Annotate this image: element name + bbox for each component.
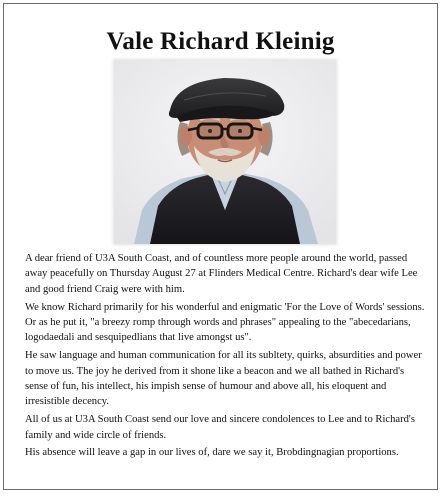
paragraph: His absence will leave a gap in our lives of, dare we say it, Brobdingnagian proportions. xyxy=(25,447,399,459)
obituary-text xyxy=(25,251,427,463)
paragraph: He saw language and human communication for all its subltety, quirks, absurdities and power to move us. The joy he derived from it shone like a beacon and we all bathed in Richard's sense of fun, his intellect, his impish sense of humour and above all, his eloquent and irresistible decency. xyxy=(25,350,422,408)
portrait-photo xyxy=(114,60,336,244)
paragraph: A dear friend of U3A South Coast, and of countless more people around the world, passed away peacefully on Thursday August 27 at Flinders Medical Centre. Richard's dear wife Lee and good friend Craig were with him. xyxy=(25,253,418,295)
portrait-illustration xyxy=(114,60,336,244)
paragraph: We know Richard primarily for his wonderful and enigmatic 'For the Love of Words' sessions. Or as he put it, "a breezy romp through words and phrases" appealing to the "abecedarians, logodaedali and sesquipedlians that live amongst us". xyxy=(25,301,425,344)
paragraph: All of us at U3A South Coast send our love and sincere condolences to Lee and to Richard's family and wide circle of friends. xyxy=(25,414,415,441)
page-title: Vale Richard Kleinig xyxy=(106,28,335,55)
page-frame xyxy=(3,3,438,490)
